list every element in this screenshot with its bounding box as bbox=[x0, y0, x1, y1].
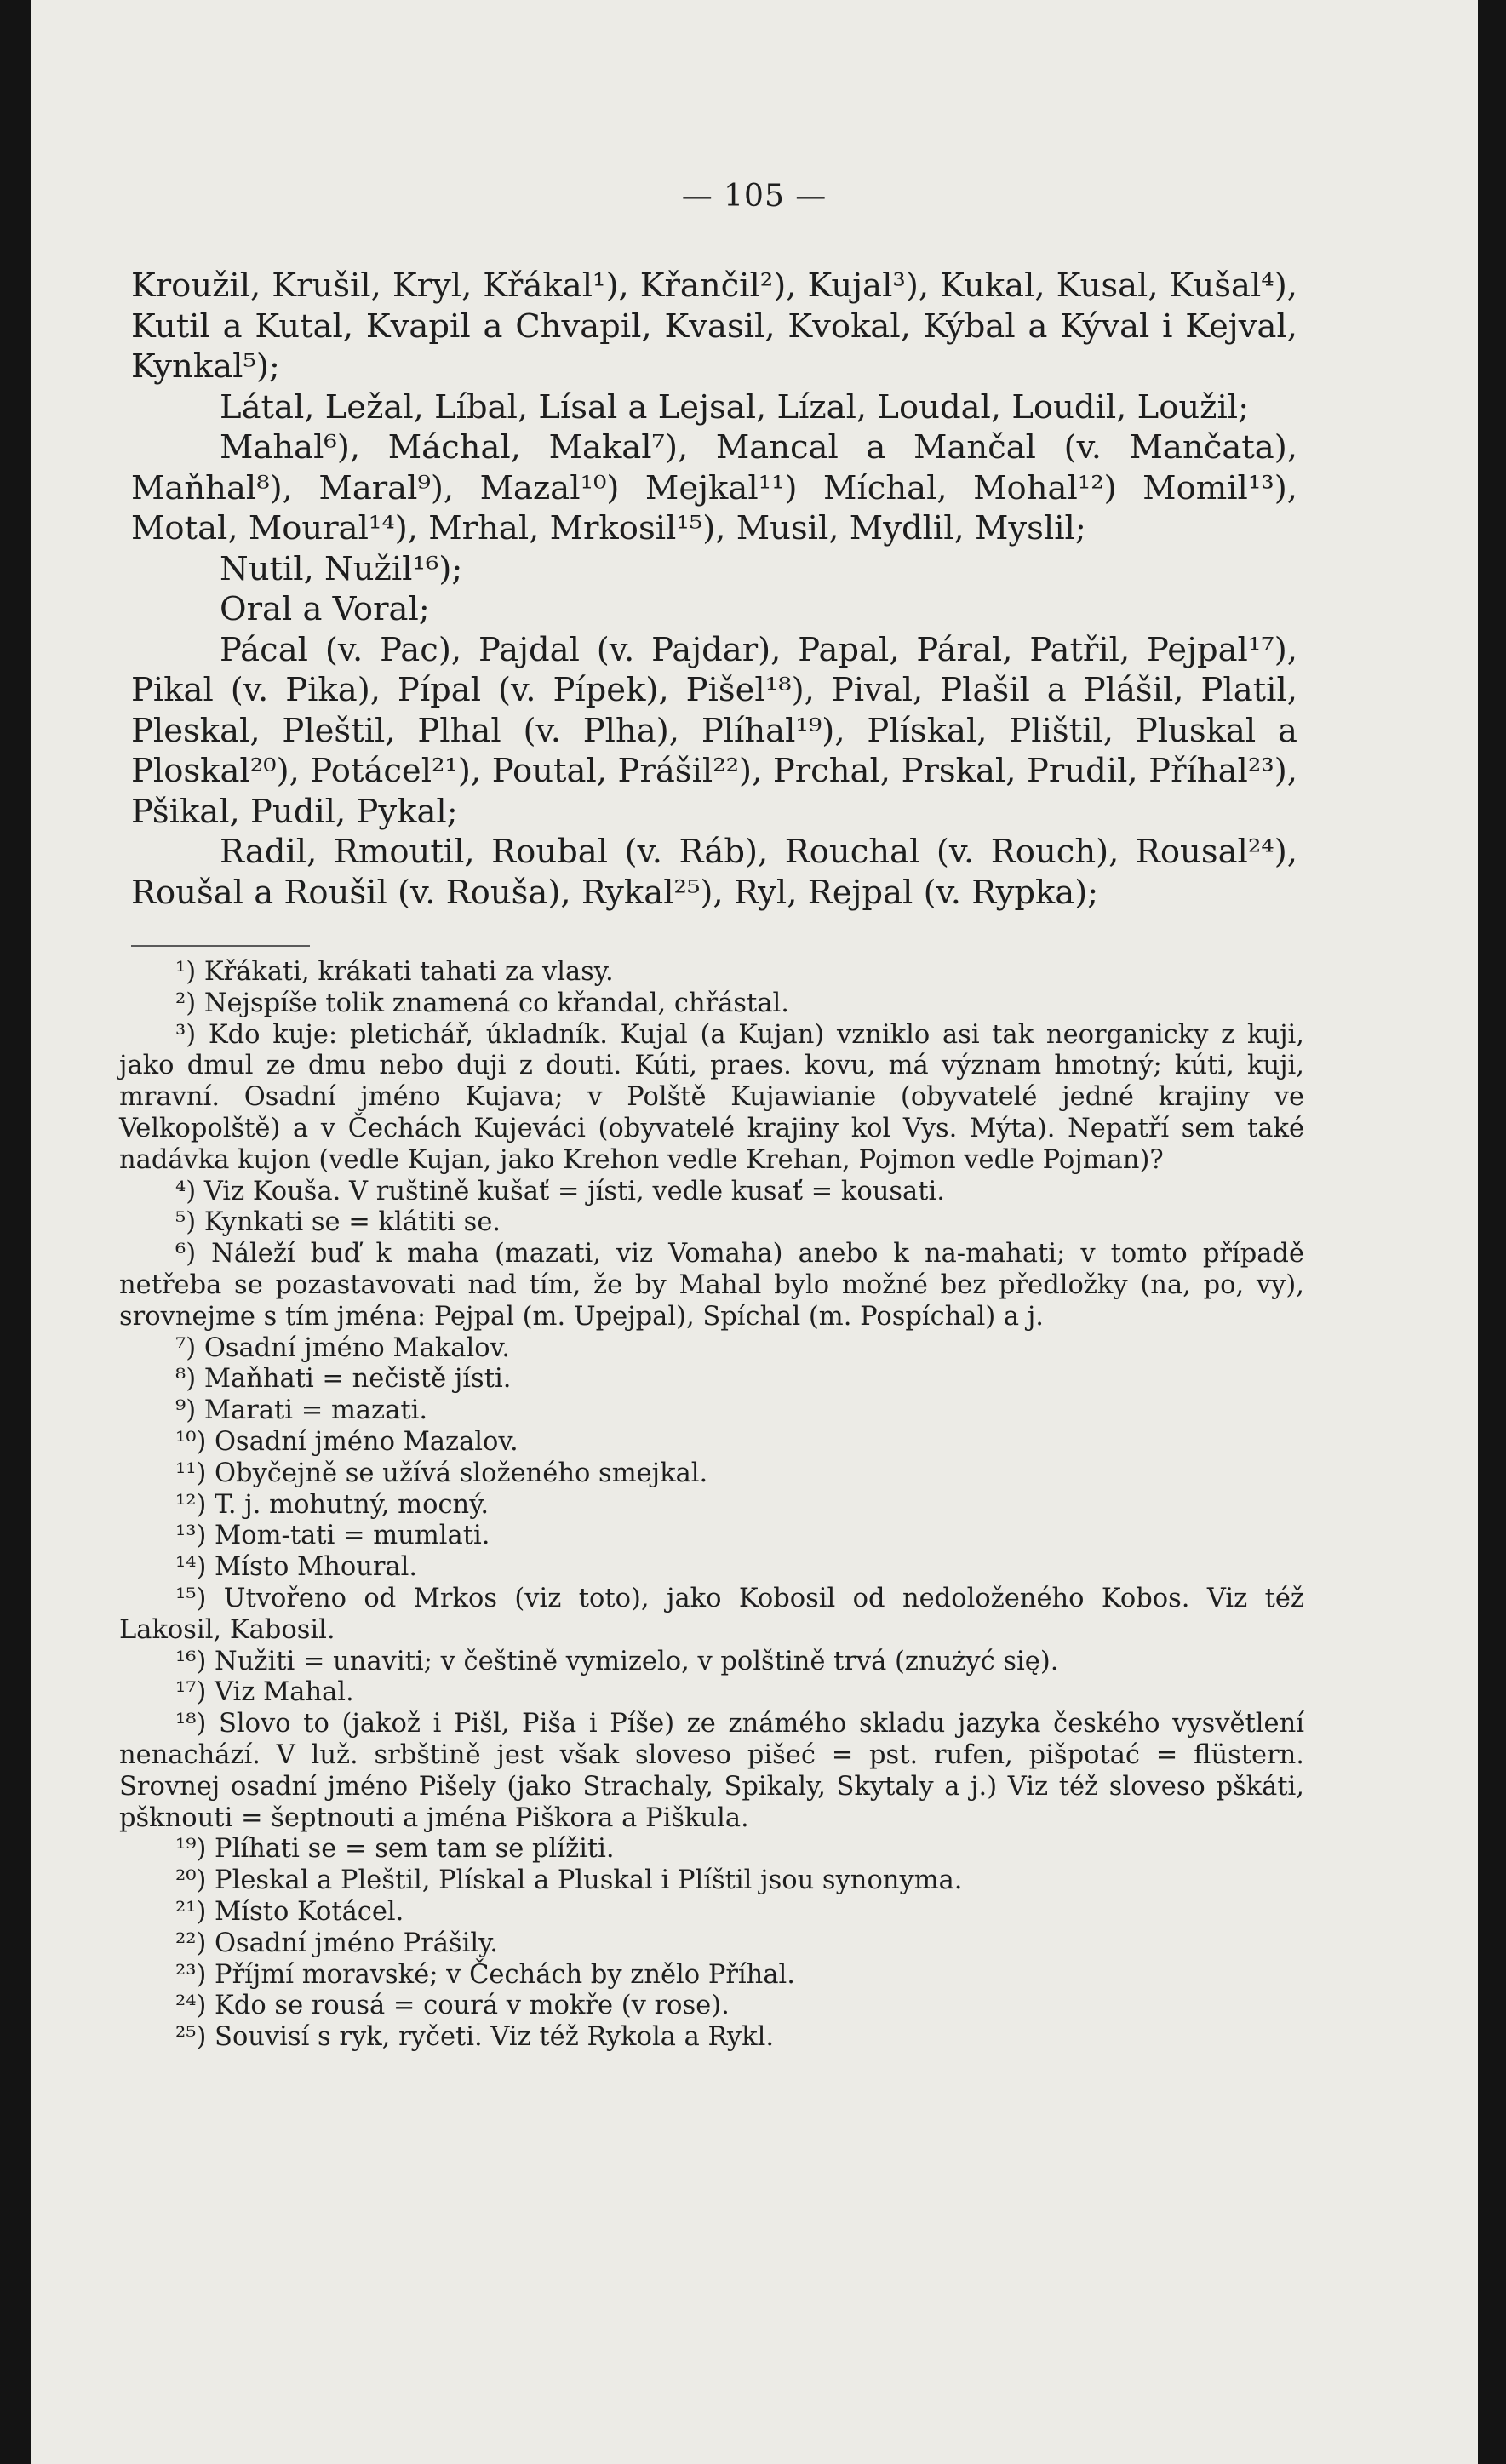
footnote: ²¹) Místo Kotácel. bbox=[175, 1896, 404, 1927]
footnote: ¹⁶) Nužiti = unaviti; v češtině vymizelo, v polštině trvá (znużyć się). bbox=[175, 1646, 1059, 1676]
footnote: ²⁰) Pleskal a Pleštil, Plískal a Pluskal i Plíštil jsou synonyma. bbox=[175, 1865, 963, 1896]
footnote: ¹⁵) Utvořeno od Mrkos (viz toto), jako Kobosil od nedoloženého Kobos. Viz též Lakosil, Kabosil. bbox=[119, 1583, 1304, 1645]
footnote: ⁸) Maňhati = nečistě jísti. bbox=[175, 1364, 512, 1395]
footnote: ⁹) Marati = mazati. bbox=[175, 1395, 428, 1426]
name-paragraph-o: Oral a Voral; bbox=[220, 590, 430, 628]
footnote: ¹⁴) Místo Mhoural. bbox=[175, 1552, 418, 1583]
name-paragraph-m: Mahal⁶), Máchal, Makal⁷), Mancal a Mančal (v. Mančata), Maňhal⁸), Maral⁹), Mazal¹⁰) Mejkal¹¹) Míchal, Mohal¹²) Momil¹³), Motal, Moural¹⁴), Mrhal, Mrkosil¹⁵), Musil, Mydlil, Myslil; bbox=[131, 428, 1297, 547]
footnote: ¹²) T. j. mohutný, mocný. bbox=[175, 1489, 490, 1520]
footnote-separator bbox=[131, 945, 310, 947]
name-paragraph-r: Radil, Rmoutil, Roubal (v. Ráb), Rouchal (v. Rouch), Rousal²⁴), Roušal a Roušil (v. Rouša), Rykal²⁵), Ryl, Rejpal (v. Rypka); bbox=[131, 833, 1297, 912]
book-page bbox=[31, 0, 1478, 2464]
name-paragraph-n: Nutil, Nužil¹⁶); bbox=[220, 549, 463, 588]
name-paragraph-p: Pácal (v. Pac), Pajdal (v. Pajdar), Papal, Páral, Patřil, Pejpal¹⁷), Pikal (v. Pika), Pípal (v. Pípek), Pišel¹⁸), Pival, Plašil a Plášil, Platil, Pleskal, Pleštil, Plhal (v. Plha), Plíhal¹⁹), Plískal, Plištil, Pluskal a Ploskal²⁰), Potácel²¹), Poutal, Prášil²²), Prchal, Prskal, Prudil, Příhal²³), Pšikal, Pudil, Pykal; bbox=[131, 630, 1297, 831]
footnote: ¹⁸) Slovo to (jakož i Pišl, Piša i Píše) ze známého skladu jazyka českého vysvětlení nenachází. V luž. srbštině jest však sloveso pišeć = pst. rufen, pišpotać = flüstern. Srovnej osadní jméno Pišely (jako Strachaly, Spikaly, Skytaly a j.) Viz též sloveso pškáti, pšknouti = šeptnouti a jména Piškora a Piškula. bbox=[119, 1709, 1304, 1833]
footnote: ⁷) Osadní jméno Makalov. bbox=[175, 1332, 510, 1363]
footnote: ¹¹) Obyčejně se užívá složeného smejkal. bbox=[175, 1458, 708, 1488]
footnote: ¹⁷) Viz Mahal. bbox=[175, 1677, 354, 1708]
footnote: ³) Kdo kuje: pletichář, úkladník. Kujal (a Kujan) vzniklo asi tak neorganicky z kuji, jako dmul ze dmu nebo duji z douti. Kúti, praes. kovu, má význam hmotný; kúti, kuji, mravní. Osadní jméno Kujava; v Polště Kujawianie (obyvatelé jedné krajiny ve Velkopolště) a v Čechách Kujeváci (obyvatelé krajiny kol Vys. Mýta). Nepatří sem také nadávka kujon (vedle Kujan, jako Krehon vedle Krehan, Pojmon vedle Pojman)? bbox=[119, 1019, 1304, 1175]
footnote: ¹⁰) Osadní jméno Mazalov. bbox=[175, 1426, 518, 1457]
footnote: ¹) Křákati, krákati tahati za vlasy. bbox=[175, 957, 614, 987]
footnote: ²³) Příjmí moravské; v Čechách by znělo Příhal. bbox=[175, 1959, 795, 1990]
footnote: ¹³) Mom-tati = mumlati. bbox=[175, 1521, 490, 1551]
main-text bbox=[131, 266, 1297, 913]
footnote: ⁵) Kynkati se = klátiti se. bbox=[175, 1207, 501, 1238]
footnote: ²²) Osadní jméno Prášily. bbox=[175, 1928, 498, 1958]
footnote: ⁶) Náleží buď k maha (mazati, viz Vomaha) anebo k na-mahati; v tomto případě netřeba se pozastavovati nad tím, že by Mahal bylo možné bez předložky (na, po, vy), srovnejme s tím jména: Pejpal (m. Upejpal), Spíchal (m. Pospíchal) a j. bbox=[119, 1239, 1304, 1332]
name-paragraph-l: Látal, Ležal, Líbal, Lísal a Lejsal, Lízal, Loudal, Loudil, Loužil; bbox=[220, 387, 1250, 427]
footnote: ⁴) Viz Kouša. V ruštině kušať = jísti, vedle kusať = kousati. bbox=[175, 1176, 945, 1206]
footnotes bbox=[119, 957, 1304, 2054]
footnote: ²⁵) Souvisí s ryk, ryčeti. Viz též Rykola a Rykl. bbox=[175, 2022, 775, 2053]
footnote: ²) Nejspíše tolik znamená co křandal, chřástal. bbox=[175, 988, 789, 1018]
name-paragraph-k: Kroužil, Krušil, Kryl, Křákal¹), Křančil²), Kujal³), Kukal, Kusal, Kušal⁴), Kutil a Kutal, Kvapil a Chvapil, Kvasil, Kvokal, Kýbal a Kýval i Kejval, Kynkal⁵); bbox=[131, 266, 1297, 386]
footnote: ²⁴) Kdo se rousá = courá v mokře (v rose). bbox=[175, 1991, 730, 2021]
footnote: ¹⁹) Plíhati se = sem tam se plížiti. bbox=[175, 1834, 615, 1865]
page-number: — 105 — bbox=[681, 179, 827, 214]
